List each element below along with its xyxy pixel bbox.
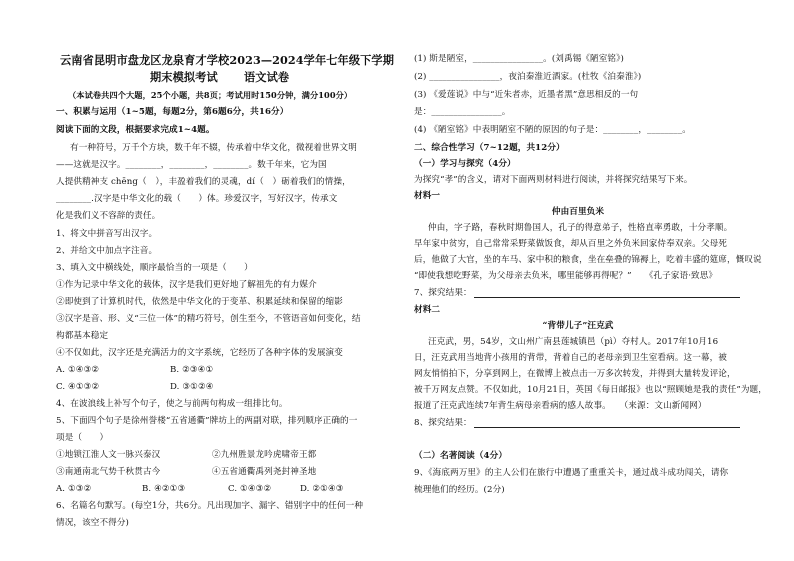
dictation-3-cont: 是：________________。 [414,107,511,117]
question-1: 1、将文中拼音写出汉字。 [56,229,158,239]
question-6-cont: 情况，该空不得分) [56,518,130,528]
reading-instruction: 阅读下面的文段，根据要求完成1~4题。 [56,125,215,135]
question-9: 9、《海底两万里》的主人公们在旅行中遭遇了重重关卡，通过战斗成功闯关，请你 [414,468,729,478]
q3-option-1: ①作为记录中华文化的载体，汉字是我们更好地了解祖先的有力媒介 [56,280,317,290]
dictation-4: (4) 《陋室铭》中表明陋室不陋的原因的句子是：________，________。 [414,125,691,135]
material-2-line-1: 汪克武，男，54岁，文山州广南县莲城镇邑（pì）夺村人。2017年10月16 [428,337,719,347]
passage-line-4: ________.汉字是中华文化的载（ ）体。珍爱汉字，写好汉字，传承文 [56,194,338,204]
question-5-cont: 项是（ ） [56,433,109,443]
material-1-line-3: 后，他做了大官，坐的车马、家中积的粮食，坐在垒叠的锦褥上，吃着丰盛的筵席，慨叹说 [414,255,762,265]
exam-note: （本试卷共四个大题，25个小题，共8页；考试用时150分钟，满分100分） [68,90,353,100]
question-8: 8、探究结果： [414,418,472,428]
material-1-line-4: “即使我想吃野菜，为父母亲去负米，哪里能够再得呢？” 《孔子家语·致思》 [414,271,718,281]
q3-answer-d: D. ③①②④ [170,382,214,392]
material-1-line-1: 仲由，字子路，春秋时期鲁国人，孔子的得意弟子，性格直率勇敢，十分孝顺。 [428,223,733,233]
q5-option-2: ②九州胜景龙吟虎啸帝王都 [212,450,317,460]
q5-option-1: ①地锁江淮人文一脉兴泰汉 [56,450,161,460]
q3-answer-a: A. ①④③② [56,365,100,375]
q5-answer-d: D. ②①④③ [300,484,344,494]
subsection-1-heading: （一）学习与探究（4分） [414,159,516,169]
q5-option-3: ③南通南北气势千秋贯古今 [56,467,161,477]
q5-answer-b: B. ④②①③ [142,484,186,494]
material-2-line-4: 被千万网友点赞。不仅如此，10月21日，英国《每日邮报》也以“照顾她是我的责任”为题， [414,385,767,395]
question-2: 2、并给文中加点字注音。 [56,246,158,256]
inquiry-instruction: 为探究“孝”的含义，请对下面两则材料进行阅读，并将探究结果写下来。 [414,175,693,185]
question-4: 4、在波浪线上补写个句子，使之与前两句构成一组排比句。 [56,399,288,409]
passage-line-2: ——这就是汉字。________，________，________。数千年来，它为国 [56,160,327,170]
q5-option-4: ④五省通衢禹列尧封神圣地 [212,467,317,477]
material-2-line-3: 网友悄悄拍下，分享到网上，在微博上被点击一万多次转发，并得到大量转发评论， [414,369,736,379]
passage-line-1: 有一种符号，万千个方块，数千年不辍，传承着中华文化，微视着世界文明 [70,143,357,153]
q3-option-4: ④不仅如此，汉字还是充满活力的文字系统，它经历了各种字体的发展演变 [56,348,343,358]
question-5: 5、下面四个句子是徐州誉楼“五省通衢”牌坊上的两副对联，排列顺序正确的一 [56,416,358,426]
material-2-line-2: 日，汪克武用当地背小孩用的背带，背着自己的老母亲到卫生室看病。这一幕，被 [414,353,727,363]
passage-line-5: 化是我们义不容辞的责任。 [56,211,161,221]
material-2-label: 材料二 [414,305,441,315]
material-1-title: 仲由百里负米 [551,207,605,217]
question-7: 7、探究结果： [414,288,472,298]
question-9-cont: 梳理他们的经历。(2分) [414,485,505,495]
material-1-line-2: 早年家中贫穷，自己常常采野菜做饭食，却从百里之外负米回家侍奉双亲。父母死 [414,239,727,249]
q3-option-3: ③汉字是音、形、义“三位一体”的精巧符号，创生至今，不管语音如何变化，结 [56,314,361,324]
dictation-1: (1) 斯是陋室，________________。(刘禹锡《陋室铭》) [414,54,624,64]
material-2-title: “背带儿子”汪克武 [542,321,614,331]
q5-answer-a: A. ①③② [56,484,92,494]
question-6: 6、名篇名句默写。(每空1分，共6分。凡出现加字、漏字、错别字中的任何一种 [56,501,364,511]
passage-line-3: 人提供精神支 chēng（ ），丰盈着我们的灵魂，dí（ ）砺着我们的情操， [56,177,351,187]
exam-subtitle: 期末模拟考试 [150,70,218,84]
exam-subject: 语文试卷 [244,70,290,84]
q7-answer-line[interactable] [474,297,740,298]
dictation-2: (2) ________________，夜泊秦淮近酒家。(杜牧《泊秦淮》) [414,72,642,82]
dictation-3: (3) 《爱莲说》中与“近朱者赤，近墨者黑”意思相反的一句 [414,90,639,100]
q8-answer-line[interactable] [474,427,740,428]
section-1-heading: 一、积累与运用（1~5题，每题2分，第6题6分，共16分） [56,107,289,117]
question-3: 3、填入文中横线处，顺序最恰当的一项是（ ） [56,263,253,273]
q3-answer-c: C. ④①③② [56,382,100,392]
material-1-label: 材料一 [414,191,441,201]
section-2-heading: 二、综合性学习（7~12题，共12分） [414,143,565,153]
q3-answer-b: B. ②③④① [170,365,214,375]
subsection-2-heading: （二）名著阅读（4分） [414,451,508,461]
q5-answer-c: C. ①④③② [228,484,272,494]
exam-title: 云南省昆明市盘龙区龙泉育才学校2023—2024学年七年级下学期 [60,53,394,67]
q3-option-2: ②即使到了计算机时代，依然是中华文化的于变革、积累延续和保留的缩影 [56,297,343,307]
material-2-line-5: 报道了汪克武连续7年背生病母亲看病的感人故事。 （来源：文山新闻网） [414,401,707,411]
q3-option-3-cont: 构都基本稳定 [56,331,109,341]
